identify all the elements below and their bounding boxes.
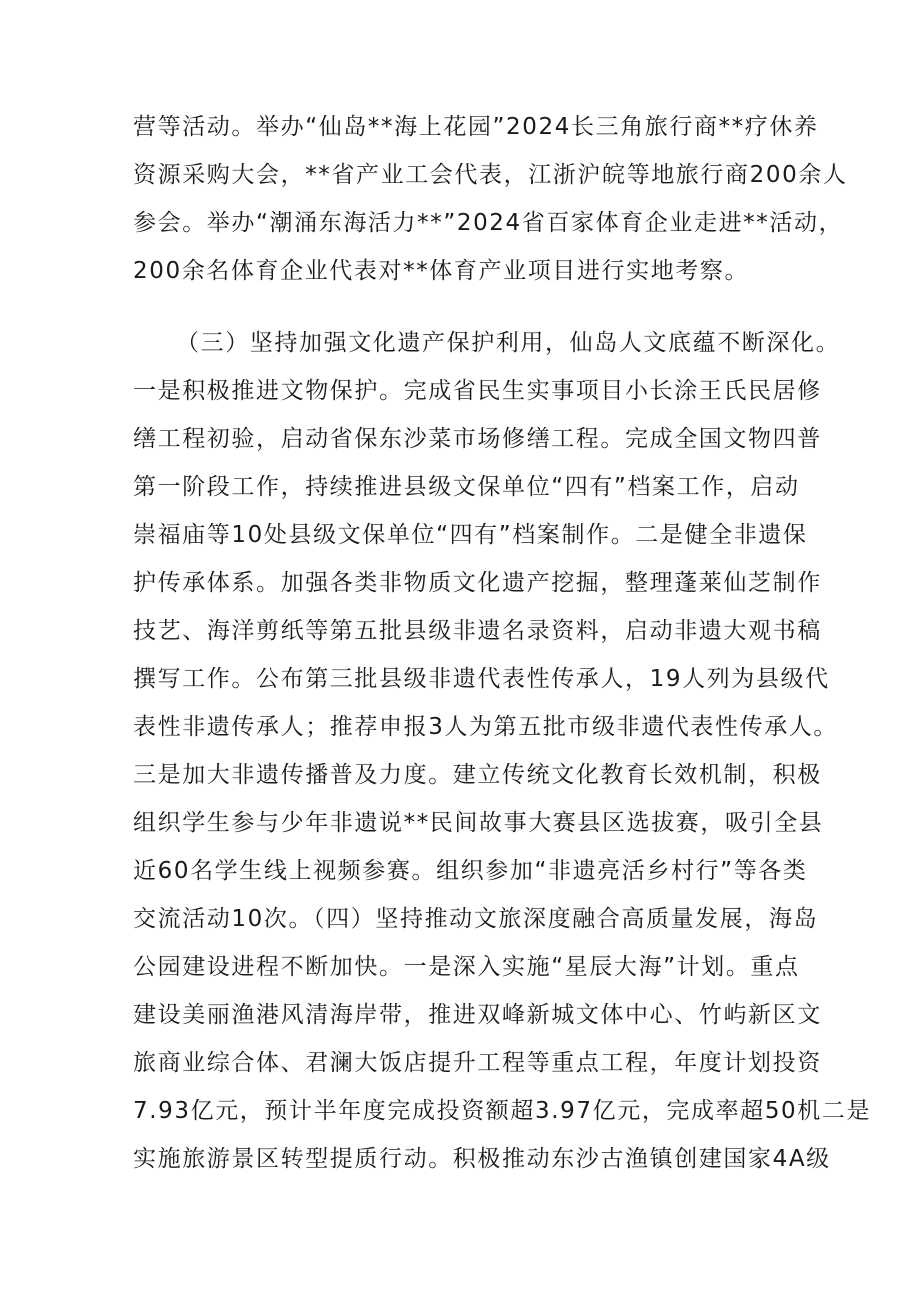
- text-line-11: 技艺、海洋剪纸等第五批县级非遗名录资料，启动非遗大观书稿: [133, 618, 822, 644]
- text-line-10: 护传承体系。加强各类非物质文化遗产挖掘，整理蓬莱仙芝制作: [133, 570, 822, 596]
- text-line-15: 组织学生参与少年非遗说**民间故事大赛县区选拔赛，吸引全县: [133, 810, 824, 836]
- text-line-19: 建设美丽渔港风清海岸带，推进双峰新城文体中心、竹屿新区文: [133, 1002, 822, 1028]
- text-line-12: 撰写工作。公布第三批县级非遗代表性传承人，19人列为县级代: [133, 666, 830, 692]
- text-line-7: 缮工程初验，启动省保东沙菜市场修缮工程。完成全国文物四普: [133, 426, 822, 452]
- text-line-4: 200余名体育企业代表对**体育产业项目进行实地考察。: [133, 258, 750, 284]
- text-line-14: 三是加大非遗传播普及力度。建立传统文化教育长效机制，积极: [133, 762, 822, 788]
- text-line-3: 参会。举办“潮涌东海活力**”2024省百家体育企业走进**活动，: [133, 210, 844, 236]
- text-line-2: 资源采购大会，**省产业工会代表，江浙沪皖等地旅行商200余人: [133, 162, 848, 188]
- text-line-6: 一是积极推进文物保护。完成省民生实事项目小长涂王氏民居修: [133, 378, 822, 404]
- text-line-18: 公园建设进程不断加快。一是深入实施“星辰大海”计划。重点: [133, 954, 800, 980]
- text-line-17: 交流活动10次。（四）坚持推动文旅深度融合高质量发展，海岛: [133, 906, 819, 932]
- text-line-21: 7.93亿元，预计半年度完成投资额超3.97亿元，完成率超50机二是: [133, 1098, 872, 1124]
- text-line-20: 旅商业综合体、君澜大饭店提升工程等重点工程，年度计划投资: [133, 1050, 822, 1076]
- text-line-22: 实施旅游景区转型提质行动。积极推动东沙古渔镇创建国家4A级: [133, 1146, 831, 1172]
- text-line-9: 崇福庙等10处县级文保单位“四有”档案制作。二是健全非遗保: [133, 522, 808, 548]
- text-line-8: 第一阶段工作，持续推进县级文保单位“四有”档案工作，启动: [133, 474, 800, 500]
- text-line-16: 近60名学生线上视频参赛。组织参加“非遗亮活乡村行”等各类: [133, 858, 808, 884]
- section-heading-3: （三）坚持加强文化遗产保护利用，仙岛人文底蕴不断深化。: [176, 330, 841, 356]
- text-line-13: 表性非遗传承人；推荐申报3人为第五批市级非遗代表性传承人。: [133, 714, 839, 740]
- text-line-1: 营等活动。举办“仙岛**海上花园”2024长三角旅行商**疗休养: [133, 114, 819, 140]
